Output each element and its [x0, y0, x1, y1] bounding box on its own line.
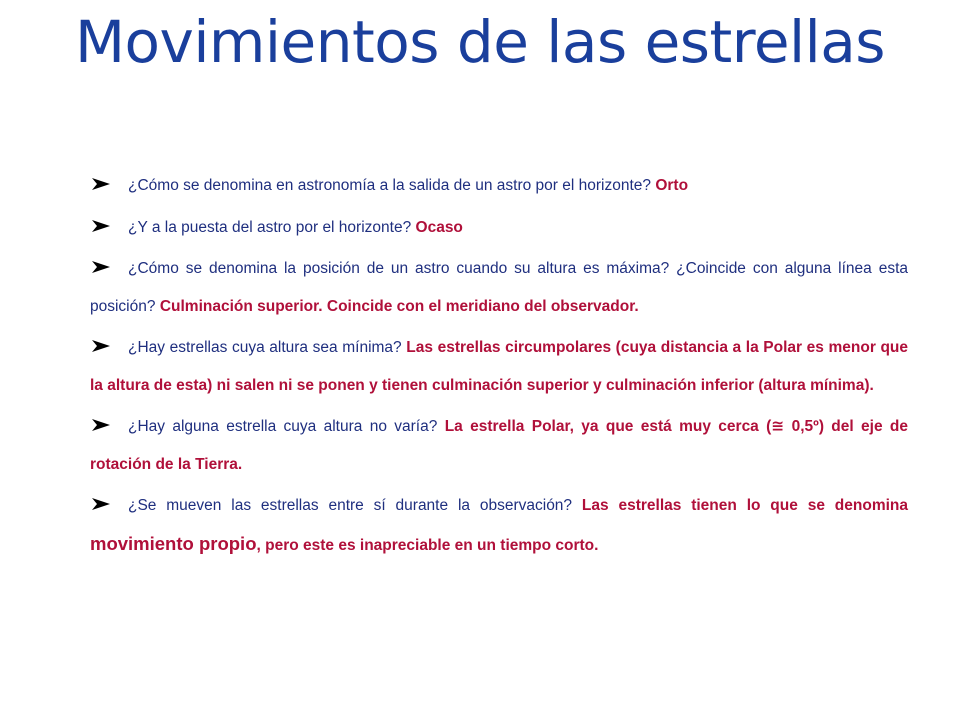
answer-text-continued: , pero este es inapreciable en un tiempo corto.	[256, 536, 599, 554]
page-title: Movimientos de las estrellas	[74, 8, 886, 76]
list-item	[90, 167, 908, 205]
question-text: ¿Cómo se denomina la posición de un astro cuando su altura es máxima? ¿Coincide con alguna línea esta posición?	[90, 260, 908, 315]
question-text: ¿Cómo se denomina en astronomía a la salida de un astro por el horizonte?	[128, 177, 651, 194]
arrowhead-bullet-icon	[90, 260, 112, 274]
question-list	[90, 167, 908, 568]
list-item	[90, 329, 908, 404]
arrowhead-bullet-icon	[90, 219, 112, 233]
list-item	[90, 487, 908, 564]
list-item	[90, 209, 908, 247]
question-text: ¿Se mueven las estrellas entre sí durante la observación?	[128, 497, 573, 514]
answer-emphasis: movimiento propio	[90, 532, 257, 554]
arrowhead-bullet-icon	[90, 339, 112, 353]
arrowhead-bullet-icon	[90, 418, 112, 432]
answer-text: Orto	[655, 177, 689, 194]
question-text: ¿Y a la puesta del astro por el horizonte?	[128, 218, 412, 236]
list-item	[90, 408, 908, 483]
answer-text: Las estrellas circumpolares (cuya distancia a la Polar es menor que la altura de esta) ni salen ni se ponen y tienen culminación superior y culminación inferior (altura mínima).	[90, 339, 909, 394]
list-item	[90, 250, 908, 325]
answer-text: Las estrellas tienen lo que se denomina	[581, 497, 908, 514]
question-text: ¿Hay alguna estrella cuya altura no varía?	[128, 418, 438, 435]
arrowhead-bullet-icon	[90, 497, 112, 511]
answer-text: La estrella Polar, ya que está muy cerca (≅ 0,5º) del eje de rotación de la Tierra.	[90, 418, 909, 473]
answer-text: Culminación superior. Coincide con el meridiano del observador.	[159, 297, 639, 315]
answer-text: Ocaso	[415, 218, 463, 236]
arrowhead-bullet-icon	[90, 177, 112, 191]
question-text: ¿Hay estrellas cuya altura sea mínima?	[128, 339, 402, 356]
